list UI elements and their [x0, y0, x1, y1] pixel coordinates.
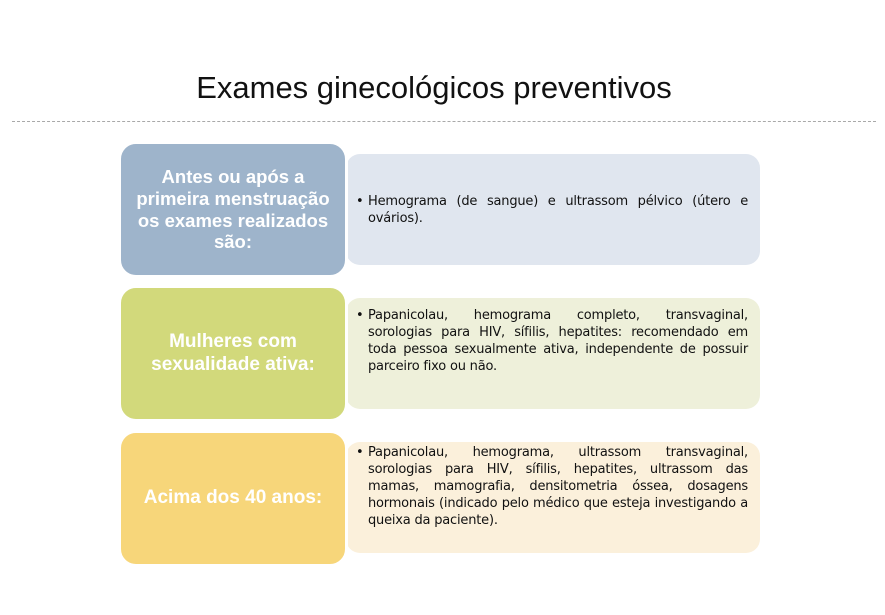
exam-row-sexually-active [118, 285, 760, 422]
category-label: Antes ou após a primeira menstruação os exames realizados são: [118, 141, 348, 278]
exam-list-item: • Papanicolau, hemograma completo, transvaginal, sorologias para HIV, sífilis, hepatites: recomendado em toda pessoa sexualmente ativa, independente de possuir parceiro fixo ou não. [356, 307, 748, 375]
exam-list-box [346, 154, 760, 265]
category-label: Acima dos 40 anos: [118, 430, 348, 567]
exam-list [356, 193, 748, 227]
exam-list-box [346, 298, 760, 409]
exam-list-item: • Hemograma (de sangue) e ultrassom pélvico (útero e ovários). [356, 193, 748, 227]
category-label: Mulheres com sexualidade ativa: [118, 285, 348, 422]
page-title: Exames ginecológicos preventivos [196, 70, 672, 105]
exam-list-box [346, 442, 760, 553]
exam-row-over-40 [118, 430, 760, 567]
exam-list-item: • Papanicolau, hemograma, ultrassom transvaginal, sorologias para HIV, sífilis, hepatites, ultrassom das mamas, mamografia, densitometria óssea, dosagens hormonais (indicado pelo médico que esteja investigando a queixa da paciente). [356, 444, 748, 529]
exam-row-first-menstruation [118, 141, 760, 278]
exam-list [356, 307, 748, 375]
title-divider [12, 121, 876, 122]
exam-list [356, 444, 748, 529]
